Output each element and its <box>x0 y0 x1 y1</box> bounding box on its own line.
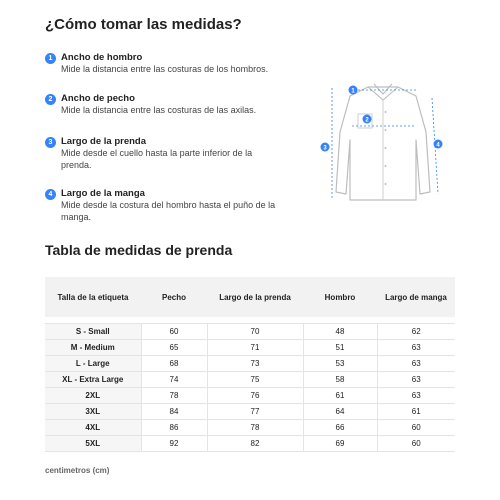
shoulder-cell: 69 <box>303 436 377 452</box>
length-cell: 76 <box>207 388 303 404</box>
shoulder-cell: 61 <box>303 388 377 404</box>
table-row <box>45 436 455 452</box>
chest-cell: 74 <box>141 372 207 388</box>
length-cell: 70 <box>207 324 303 340</box>
size-label-cell: XL - Extra Large <box>45 372 141 388</box>
svg-text:3: 3 <box>323 145 327 152</box>
chest-cell: 78 <box>141 388 207 404</box>
length-cell: 77 <box>207 404 303 420</box>
shoulder-cell: 66 <box>303 420 377 436</box>
step-title: Largo de la manga <box>61 188 145 199</box>
chest-cell: 65 <box>141 340 207 356</box>
length-cell: 78 <box>207 420 303 436</box>
sleeve-cell: 63 <box>377 356 455 372</box>
size-label-cell: 3XL <box>45 404 141 420</box>
step-chest-width <box>45 93 285 117</box>
table-row <box>45 356 455 372</box>
chest-cell: 68 <box>141 356 207 372</box>
chest-cell: 86 <box>141 420 207 436</box>
sleeve-cell: 62 <box>377 324 455 340</box>
shirt-measurement-icon <box>318 80 448 205</box>
step-title: Ancho de hombro <box>61 52 143 63</box>
length-cell: 82 <box>207 436 303 452</box>
units-note: centimetros (cm) <box>45 466 110 475</box>
chest-cell: 60 <box>141 324 207 340</box>
step-description: Mide desde el cuello hasta la parte inferior de la prenda. <box>61 148 253 170</box>
table-header-row <box>45 277 455 317</box>
svg-text:1: 1 <box>351 88 355 95</box>
sleeve-cell: 61 <box>377 404 455 420</box>
svg-text:2: 2 <box>365 117 369 124</box>
step-number-badge: 4 <box>45 189 56 200</box>
size-label-cell: 4XL <box>45 420 141 436</box>
size-label-cell: 5XL <box>45 436 141 452</box>
step-number-badge: 1 <box>45 53 56 64</box>
length-cell: 73 <box>207 356 303 372</box>
step-description: Mide desde la costura del hombro hasta el puño de la manga. <box>61 200 276 222</box>
sleeve-cell: 63 <box>377 388 455 404</box>
shoulder-cell: 58 <box>303 372 377 388</box>
sleeve-cell: 60 <box>377 420 455 436</box>
step-description: Mide la distancia entre las costuras de los hombros. <box>61 64 269 74</box>
shoulder-cell: 51 <box>303 340 377 356</box>
table-row <box>45 372 455 388</box>
size-table <box>45 277 455 452</box>
length-cell: 71 <box>207 340 303 356</box>
column-header-sleeve-length: Largo de manga <box>377 277 455 317</box>
column-header-size-label: Talla de la etiqueta <box>45 277 141 317</box>
svg-text:4: 4 <box>436 142 440 149</box>
sleeve-cell: 63 <box>377 372 455 388</box>
table-row <box>45 388 455 404</box>
shoulder-cell: 64 <box>303 404 377 420</box>
sleeve-cell: 63 <box>377 340 455 356</box>
size-label-cell: 2XL <box>45 388 141 404</box>
step-number-badge: 3 <box>45 137 56 148</box>
column-header-garment-length: Largo de la prenda <box>207 277 303 317</box>
column-header-shoulder: Hombro <box>303 277 377 317</box>
sleeve-cell: 60 <box>377 436 455 452</box>
step-shoulder-width <box>45 52 285 76</box>
step-number-badge: 2 <box>45 94 56 105</box>
size-label-cell: M - Medium <box>45 340 141 356</box>
size-label-cell: L - Large <box>45 356 141 372</box>
length-cell: 75 <box>207 372 303 388</box>
chest-cell: 84 <box>141 404 207 420</box>
table-row <box>45 420 455 436</box>
table-row <box>45 340 455 356</box>
shoulder-cell: 48 <box>303 324 377 340</box>
step-description: Mide la distancia entre las costuras de las axilas. <box>61 105 257 115</box>
step-title: Ancho de pecho <box>61 93 135 104</box>
step-garment-length <box>45 136 285 171</box>
chest-cell: 92 <box>141 436 207 452</box>
size-table-title: Tabla de medidas de prenda <box>45 242 233 258</box>
step-title: Largo de la prenda <box>61 136 146 147</box>
column-header-chest: Pecho <box>141 277 207 317</box>
guide-title: ¿Cómo tomar las medidas? <box>45 16 242 33</box>
size-label-cell: S - Small <box>45 324 141 340</box>
step-sleeve-length <box>45 188 285 223</box>
table-row <box>45 324 455 340</box>
table-row <box>45 404 455 420</box>
shoulder-cell: 53 <box>303 356 377 372</box>
